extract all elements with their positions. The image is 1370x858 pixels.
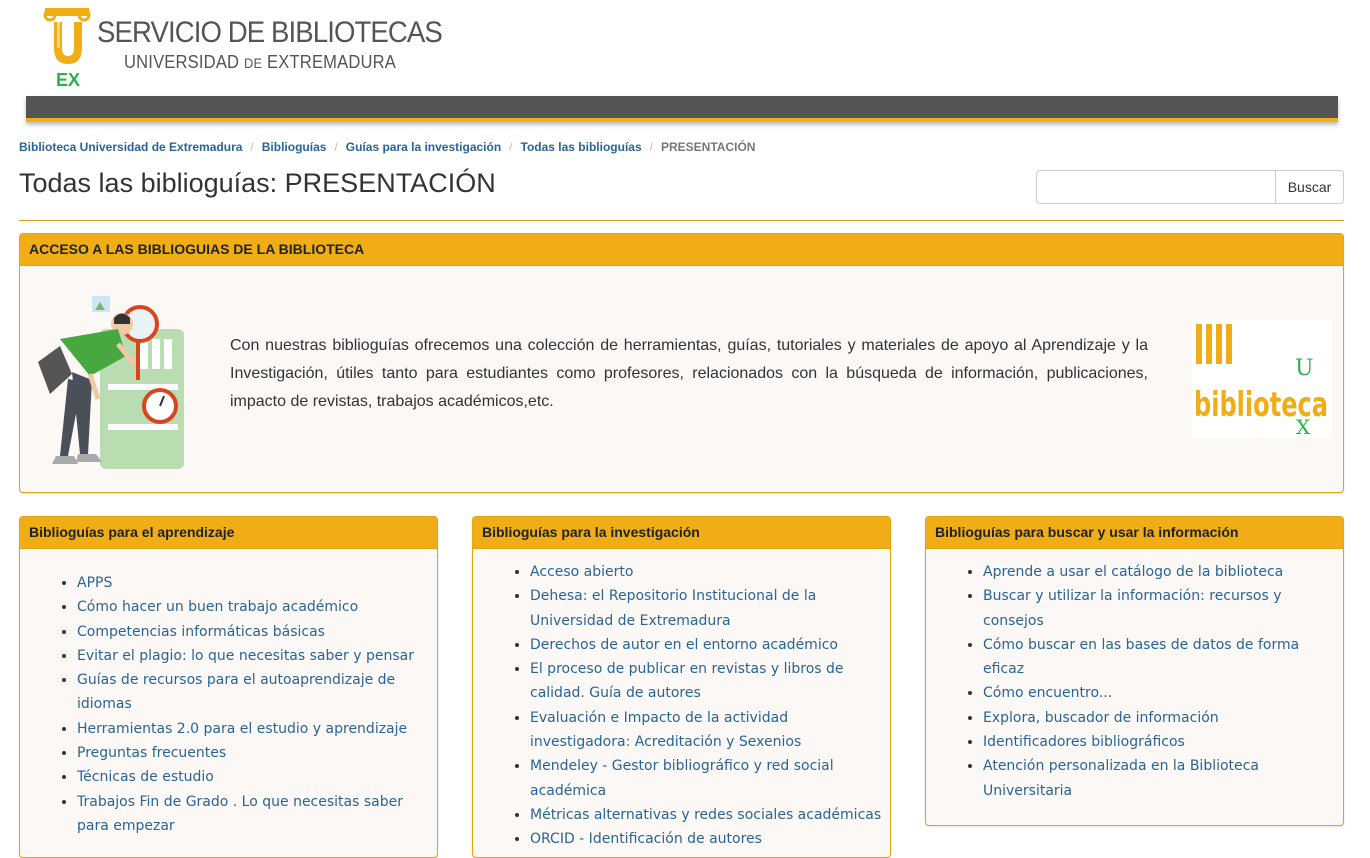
biblioteca-uex-logo[interactable]: [1192, 320, 1332, 438]
guide-link-acceso-abierto[interactable]: Acceso abierto: [530, 564, 634, 580]
list-item: [77, 595, 437, 619]
researcher-illustration: [30, 284, 190, 484]
panel-informacion: [925, 516, 1344, 826]
list-item: [530, 803, 890, 827]
guide-link-mendeley[interactable]: Mendeley - Gestor bibliográfico y red social académica: [530, 758, 834, 799]
list-item: [983, 681, 1343, 705]
breadcrumb-guias-investigacion[interactable]: Guías para la investigación: [345, 140, 502, 154]
list-item: [530, 754, 890, 803]
breadcrumb-home[interactable]: Biblioteca Universidad de Extremadura: [19, 140, 243, 154]
guide-link-atencion[interactable]: Atención personalizada en la Biblioteca Universitaria: [983, 758, 1259, 799]
guide-link-tfg[interactable]: Trabajos Fin de Grado . Lo que necesitas saber para empezar: [77, 793, 403, 834]
breadcrumb-separator: /: [509, 140, 513, 154]
guide-link-evaluacion[interactable]: Evaluación e Impacto de la actividad investigadora: Acreditación y Sexenios: [530, 709, 802, 751]
guide-link-plagio[interactable]: Evitar el plagio: lo que necesitas saber y pensar: [77, 647, 414, 664]
guide-link-orcid[interactable]: ORCID - Identificación de autores: [530, 831, 762, 848]
page-title: Todas las biblioguías: PRESENTACIÓN: [19, 168, 496, 198]
breadcrumb-biblioguias[interactable]: Biblioguías: [261, 140, 327, 154]
guide-link-metricas[interactable]: Métricas alternativas y redes sociales académicas: [530, 806, 882, 823]
guide-link-identificadores[interactable]: Identificadores bibliográficos: [983, 734, 1185, 751]
aprendizaje-list: [20, 571, 437, 838]
subtitle-pre: UNIVERSIDAD: [124, 52, 244, 72]
guide-link-herramientas[interactable]: Herramientas 2.0 para el estudio y aprendizaje: [77, 720, 408, 737]
list-item: [983, 754, 1343, 803]
investigacion-list: [473, 560, 890, 852]
breadcrumb: [19, 140, 755, 154]
list-item: [530, 706, 890, 755]
guide-link-publicar[interactable]: El proceso de publicar en revistas y libros de calidad. Guía de autores: [530, 661, 844, 702]
list-item: [983, 633, 1343, 682]
uex-logo[interactable]: [42, 6, 94, 90]
guide-link-explora[interactable]: Explora, buscador de información: [983, 709, 1219, 726]
panel-investigacion-heading: Biblioguías para la investigación: [473, 517, 890, 549]
list-item: [77, 717, 437, 741]
list-item: [983, 706, 1343, 730]
guide-link-como-encuentro[interactable]: Cómo encuentro...: [983, 685, 1113, 702]
list-item: [530, 560, 890, 584]
search-button[interactable]: Buscar: [1276, 170, 1344, 204]
guide-link-dehesa[interactable]: Dehesa: el Repositorio Institucional de la Universidad de Extremadura: [530, 588, 817, 629]
site-header: [0, 0, 1370, 130]
logo-u: U: [1295, 356, 1314, 381]
list-item: [77, 571, 437, 595]
intro-panel-heading: ACCESO A LAS BIBLIOGUIAS DE LA BIBLIOTECA: [20, 234, 1343, 266]
guide-link-bases-datos[interactable]: Cómo buscar en las bases de datos de forma eficaz: [983, 636, 1300, 678]
list-item: [983, 560, 1343, 584]
title-divider: [19, 220, 1344, 221]
guide-link-preguntas[interactable]: Preguntas frecuentes: [77, 745, 227, 762]
intro-panel: [19, 233, 1344, 493]
panel-informacion-heading: Biblioguías para buscar y usar la información: [926, 517, 1343, 549]
guide-link-catalogo[interactable]: Aprende a usar el catálogo de la biblioteca: [983, 564, 1284, 580]
search-input[interactable]: [1036, 170, 1276, 204]
search-form: [1036, 170, 1344, 204]
subtitle-de: DE: [243, 55, 263, 71]
guide-link-competencias[interactable]: Competencias informáticas básicas: [77, 623, 325, 640]
informacion-list: [926, 560, 1343, 803]
logo-biblioteca: biblioteca: [1194, 385, 1328, 425]
svg-text:EX: EX: [55, 70, 81, 90]
guide-link-derechos[interactable]: Derechos de autor en el entorno académico: [530, 636, 838, 653]
guide-link-apps[interactable]: APPS: [77, 575, 113, 591]
list-item: [77, 668, 437, 717]
panel-investigacion: [472, 516, 891, 858]
panel-aprendizaje: [19, 516, 438, 858]
list-item: [77, 741, 437, 765]
panel-aprendizaje-heading: Biblioguías para el aprendizaje: [20, 517, 437, 549]
list-item: [77, 620, 437, 644]
site-subtitle: [124, 52, 396, 73]
site-title[interactable]: SERVICIO DE BIBLIOTECAS: [97, 16, 442, 49]
list-item: [77, 644, 437, 668]
list-item: [530, 657, 890, 706]
list-item: [530, 827, 890, 851]
breadcrumb-separator: /: [649, 140, 653, 154]
breadcrumb-separator: /: [250, 140, 254, 154]
subtitle-post: EXTREMADURA: [262, 52, 397, 72]
guide-link-idiomas[interactable]: Guías de recursos para el autoaprendizaje de idiomas: [77, 672, 396, 713]
intro-text: Con nuestras biblioguías ofrecemos una colección de herramientas, guías, tutoriales y materiales de apoyo al Aprendizaje y la Investigación, útiles tanto para estudiantes como profesores, relacionados con la búsqueda de información, publicaciones, impacto de revistas, trabajos académicos,etc.: [230, 337, 1148, 410]
guide-link-trabajo-academico[interactable]: Cómo hacer un buen trabajo académico: [77, 599, 359, 616]
main-navbar: [26, 96, 1338, 122]
list-item: [530, 633, 890, 657]
list-item: [983, 584, 1343, 633]
logo-x: X: [1296, 415, 1311, 438]
guide-link-tecnicas[interactable]: Técnicas de estudio: [77, 769, 214, 786]
list-item: [983, 730, 1343, 754]
list-item: [77, 765, 437, 789]
list-item: [530, 584, 890, 633]
breadcrumb-todas[interactable]: Todas las biblioguías: [520, 140, 642, 154]
list-item: [77, 790, 437, 839]
breadcrumb-current: PRESENTACIÓN: [660, 140, 756, 154]
breadcrumb-separator: /: [334, 140, 338, 154]
guide-link-buscar-utilizar[interactable]: Buscar y utilizar la información: recursos y consejos: [983, 588, 1282, 629]
